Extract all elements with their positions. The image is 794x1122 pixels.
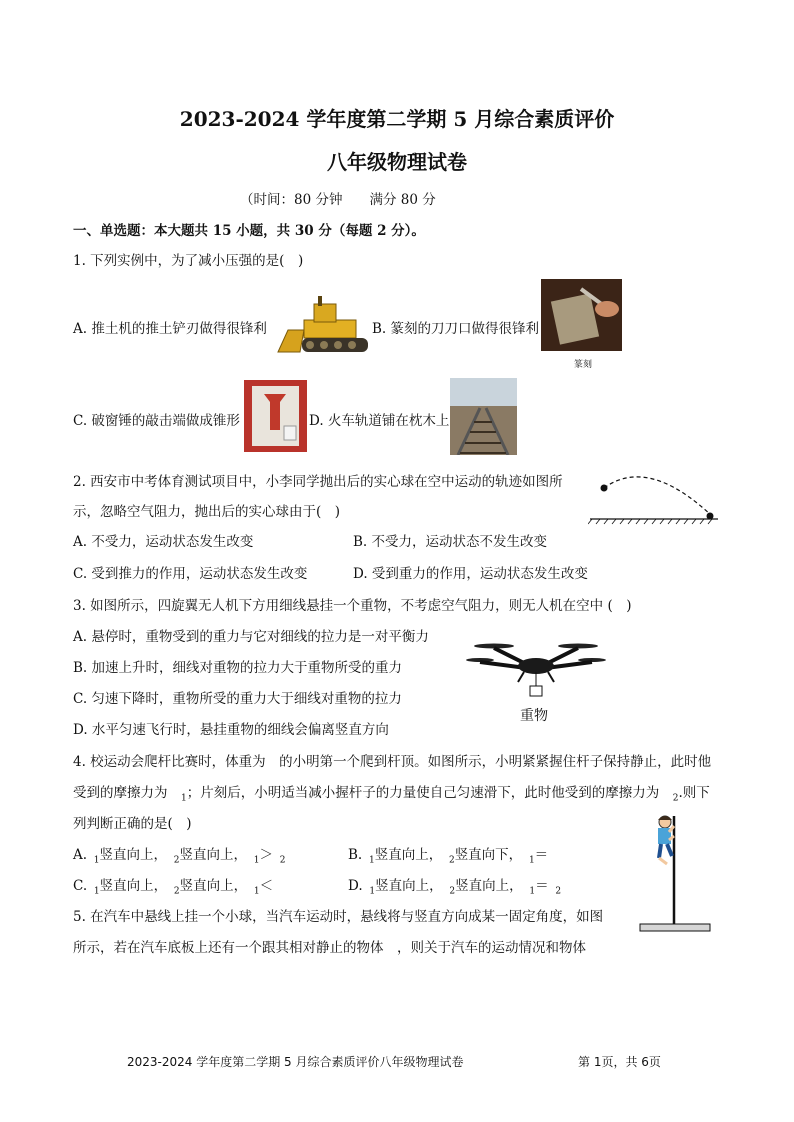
q4-option-b: B. $_1$竖直向上， $_2$竖直向下， $_1$＝ [348, 847, 549, 866]
window-hammer-image [244, 380, 307, 452]
q5-line1: 5. 在汽车中悬线上挂一个小球，当汽车运动时，悬线将与竖直方向成某一固定角度，如图 [73, 909, 604, 925]
q1-option-d: D. 火车轨道铺在枕木上 [309, 413, 450, 429]
q3-option-d: D. 水平匀速飞行时，悬挂重物的细线会偏离竖直方向 [73, 722, 389, 738]
exam-subtitle: 八年级物理试卷 [327, 150, 467, 174]
q3-option-b: B. 加速上升时，细线对重物的拉力大于重物所受的重力 [73, 660, 403, 676]
q4-option-c: C. $_1$竖直向上， $_2$竖直向上， $_1$＜ [73, 878, 274, 897]
q4-line1: 4. 校运动会爬杆比赛时，体重为 的小明第一个爬到杆顶。如图所示，小明紧紧握住杆子保持静止，此时他 [73, 754, 712, 770]
q2-line1: 2. 西安市中考体育测试项目中，小李同学抛出后的实心球在空中运动的轨迹如图所 [73, 474, 563, 490]
drone-weight-label: 重物 [520, 708, 548, 724]
q4-line3: 列判断正确的是( ) [73, 816, 192, 832]
railway-tracks-image [450, 378, 517, 455]
q2-option-d: D. 受到重力的作用，运动状态发生改变 [353, 566, 588, 582]
seal-carving-image [541, 279, 622, 351]
q3-stem: 3. 如图所示，四旋翼无人机下方用细线悬挂一个重物，不考虑空气阻力，则无人机在空中 ( ) [73, 598, 632, 614]
seal-caption: 篆刻 [574, 360, 593, 370]
q1-option-b: B. 篆刻的刀刀口做得很锋利 [372, 321, 540, 337]
q2-option-c: C. 受到推力的作用，运动状态发生改变 [73, 566, 308, 582]
q4-line2: 受到的摩擦力为 $_1$；片刻后，小明适当减小握杆子的力量使自己匀速滑下，此时他受到的摩擦力为 $_2$.则下 [73, 785, 710, 804]
footer-exam-name: 2023-2024 学年度第二学期 5 月综合素质评价八年级物理试卷 [127, 1055, 464, 1069]
section-heading: 一、单选题：本大题共 15 小题，共 30 分（每题 2 分）。 [73, 223, 425, 239]
q2-option-a: A. 不受力，运动状态发生改变 [73, 534, 254, 550]
q3-option-c: C. 匀速下降时，重物所受的重力大于细线对重物的拉力 [73, 691, 402, 707]
pole-climbing-figure [636, 812, 716, 936]
footer-page-number: 第 1页，共 6页 [578, 1055, 661, 1069]
q5-line2: 所示，若在汽车底板上还有一个跟其相对静止的物体 ，则关于汽车的运动情况和物体 [73, 940, 586, 956]
exam-title: 2023-2024 学年度第二学期 5 月综合素质评价 [179, 107, 615, 131]
exam-info: （时间：80 分钟 满分 80 分 [240, 192, 436, 208]
q1-option-a: A. 推土机的推土铲刃做得很锋利 [73, 321, 267, 337]
ball-trajectory-figure [588, 470, 720, 528]
q1-stem: 1. 下列实例中，为了减小压强的是( ) [73, 253, 304, 269]
q2-option-b: B. 不受力，运动状态不发生改变 [353, 534, 548, 550]
q1-option-c: C. 破窗锤的敲击端做成锥形 [73, 413, 240, 429]
q3-option-a: A. 悬停时，重物受到的重力与它对细线的拉力是一对平衡力 [73, 629, 429, 645]
q4-option-a: A. $_1$竖直向上， $_2$竖直向上， $_1$＞ $_2$ [73, 847, 286, 866]
drone-figure [466, 636, 606, 706]
q4-option-d: D. $_1$竖直向上， $_2$竖直向上， $_1$＝ $_2$ [348, 878, 562, 897]
q2-line2: 示，忽略空气阻力，抛出后的实心球由于( ) [73, 504, 341, 520]
bulldozer-image [274, 290, 374, 358]
